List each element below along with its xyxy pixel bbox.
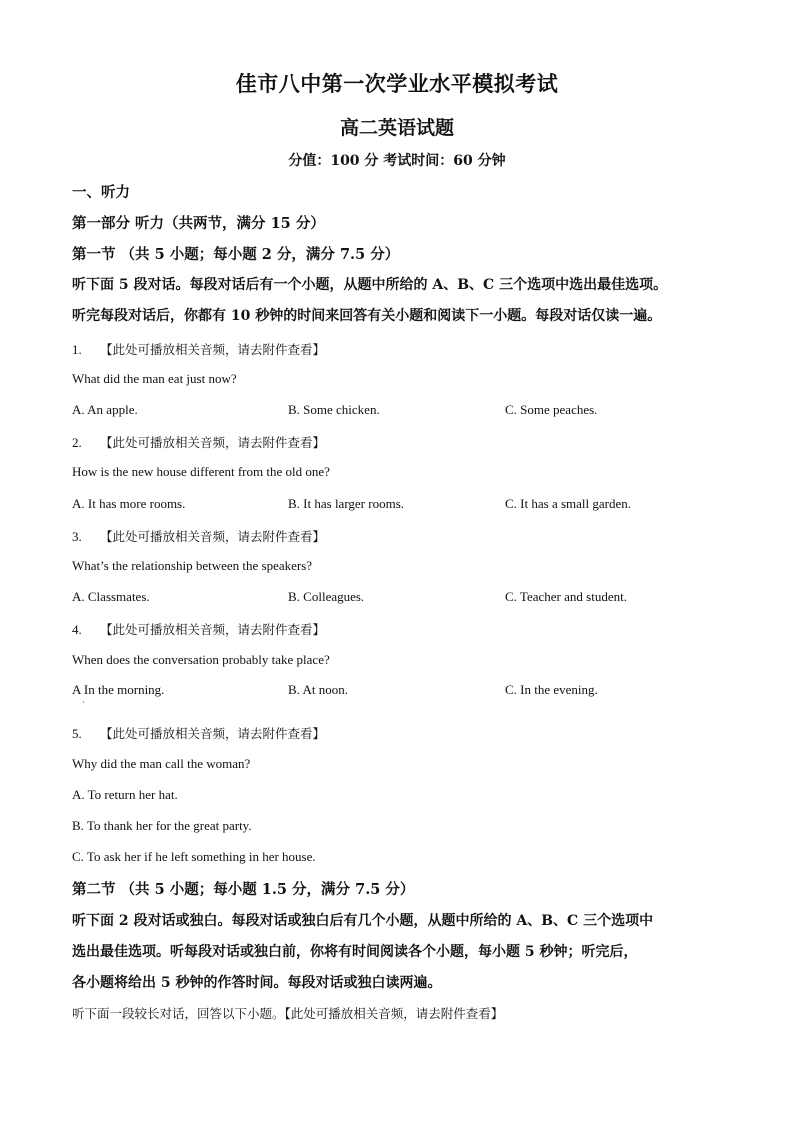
question-2-text: How is the new house different from the old one? [72,464,330,479]
q1-option-c: C. Some peaches. [505,402,598,417]
sec1-instruction-line1: 听下面 5 段对话。每段对话后有一个小题，从题中所给的 A、B、C 三个选项中选出最佳选项。 [72,277,668,293]
question-1-header [72,340,325,358]
audio-note[interactable]: 【此处可播放相关音频，请去附件查看】 [100,435,326,450]
question-number: 2. [72,435,82,450]
q2-option-a: A. It has more rooms. [72,496,186,511]
sec2-instruction-line3: 各小题将给出 5 秒钟的作答时间。每段对话或独白读两遍。 [72,975,442,991]
stray-dot-mark: · [82,698,85,707]
sec2-heading: 第二节 （共 5 小题；每小题 1.5 分，满分 7.5 分） [72,881,415,898]
audio-note[interactable]: 【此处可播放相关音频，请去附件查看】 [100,622,326,637]
q4-option-a: A In the morning. [72,682,165,697]
question-4-header [72,620,325,638]
sec2-instruction-line2: 选出最佳选项。听每段对话或独白前，你将有时间阅读各个小题，每小题 5 秒钟；听完后， [72,944,638,960]
score-time-line: 分值：100 分 考试时间：60 分钟 [288,153,506,169]
q2-option-c: C. It has a small garden. [505,496,631,511]
section-heading: 一、听力 [72,184,130,201]
question-number: 5. [72,726,82,741]
sec1-heading: 第一节 （共 5 小题；每小题 2 分，满分 7.5 分） [72,246,400,263]
question-number: 4. [72,622,82,637]
question-3-header [72,527,325,545]
question-2-header [72,433,325,451]
audio-note[interactable]: 【此处可播放相关音频，请去附件查看】 [100,726,326,741]
question-4-text: When does the conversation probably take place? [72,652,330,667]
question-1-text: What did the man eat just now? [72,371,237,386]
q3-option-b: B. Colleagues. [288,589,365,604]
subject-title: 高二英语试题 [339,117,454,139]
q4-option-c: C. In the evening. [505,682,598,697]
q4-option-b: B. At noon. [288,682,348,697]
q2-option-b: B. It has larger rooms. [288,496,405,511]
q5-option-a: A. To return her hat. [72,787,178,802]
audio-note[interactable]: 【此处可播放相关音频，请去附件查看】 [100,342,326,357]
question-3-text: What’s the relationship between the speakers? [72,558,313,573]
sec1-instruction-line2: 听完每段对话后，你都有 10 秒钟的时间来回答有关小题和阅读下一小题。每段对话仅读一遍。 [72,308,662,324]
q5-option-b: B. To thank her for the great party. [72,818,252,833]
q5-option-c: C. To ask her if he left something in her house. [72,849,316,864]
audio-note[interactable]: 【此处可播放相关音频，请去附件查看】 [100,529,326,544]
sec2-instruction-line1: 听下面 2 段对话或独白。每段对话或独白后有几个小题，从题中所给的 A、B、C 三个选项中 [72,913,654,929]
question-number: 1. [72,342,82,357]
q3-option-c: C. Teacher and student. [505,589,627,604]
q1-option-a: A. An apple. [72,402,138,417]
q3-option-a: A. Classmates. [72,589,150,604]
question-5-header [72,724,325,742]
long-dialogue-note: 听下面一段较长对话，回答以下小题。【此处可播放相关音频，请去附件查看】 [72,1006,504,1021]
question-5-text: Why did the man call the woman? [72,756,251,771]
part1-heading: 第一部分 听力（共两节，满分 15 分） [72,215,325,232]
school-title: 佳市八中第一次学业水平模拟考试 [235,71,559,96]
question-number: 3. [72,529,82,544]
q1-option-b: B. Some chicken. [288,402,380,417]
